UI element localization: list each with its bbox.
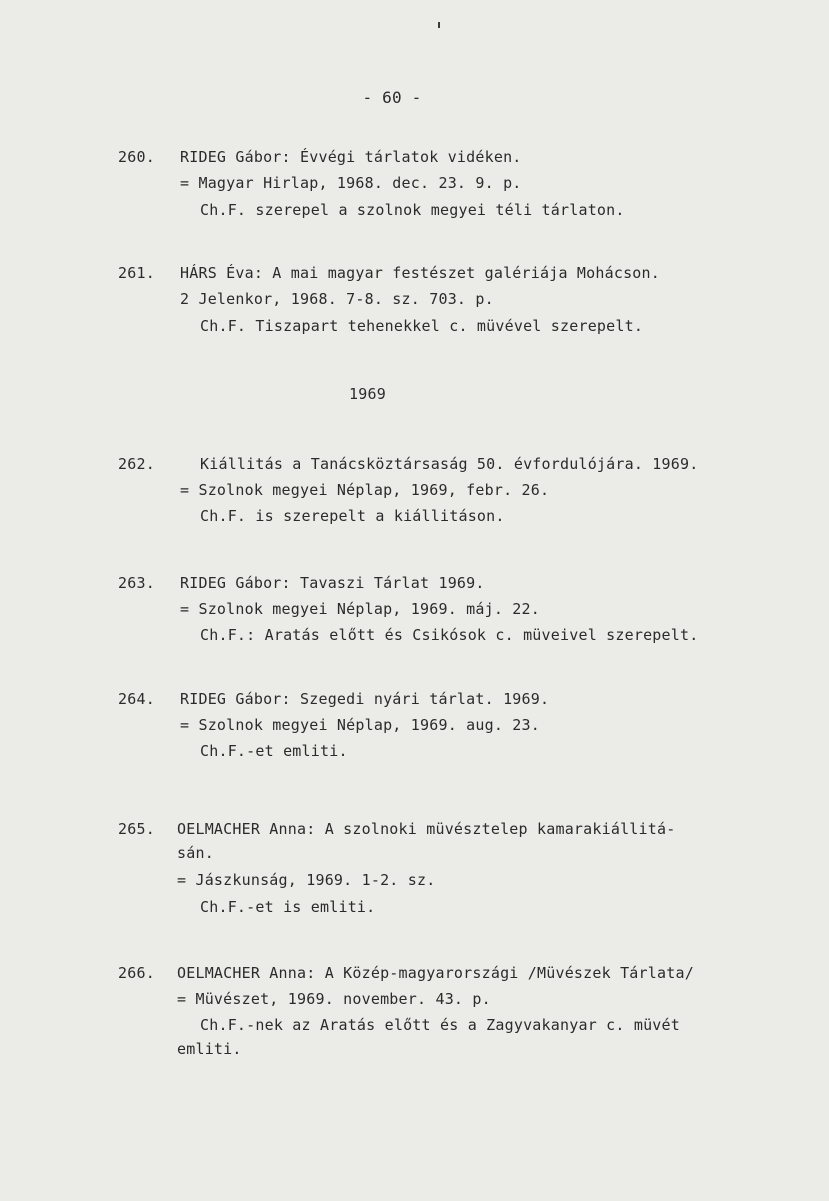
entry-line: Kiállitás a Tanácsköztársaság 50. évfordulójára. 1969. [200,455,699,473]
entry-line: = Szolnok megyei Néplap, 1969, febr. 26. [180,481,550,499]
entry-line: = Jászkunság, 1969. 1-2. sz. [177,871,436,889]
entry-line: = Magyar Hirlap, 1968. dec. 23. 9. p. [180,174,522,192]
entry-line: RIDEG Gábor: Évvégi tárlatok vidéken. [180,148,522,166]
entry-line: OELMACHER Anna: A Közép-magyarországi /Müvészek Tárlata/ [177,964,694,982]
entry-number: 262. [118,455,155,473]
entry-line: sán. [177,844,214,862]
year-heading: 1969 [349,385,386,403]
entry-number: 263. [118,574,155,592]
entry-line: RIDEG Gábor: Tavaszi Tárlat 1969. [180,574,485,592]
entry-line: Ch.F. szerepel a szolnok megyei téli tárlaton. [200,201,625,219]
entry-number: 266. [118,964,155,982]
ink-mark [438,22,440,28]
entry-number: 265. [118,820,155,838]
entry-line: HÁRS Éva: A mai magyar festészet galériája Mohácson. [180,264,660,282]
entry-line: Ch.F. Tiszapart tehenekkel c. müvével szerepelt. [200,317,644,335]
entry-line: 2 Jelenkor, 1968. 7-8. sz. 703. p. [180,290,494,308]
entry-line: RIDEG Gábor: Szegedi nyári tárlat. 1969. [180,690,550,708]
entry-number: 260. [118,148,155,166]
entry-line: emliti. [177,1040,242,1058]
entry-number: 264. [118,690,155,708]
entry-line: Ch.F.-et is emliti. [200,898,376,916]
entry-line: = Szolnok megyei Néplap, 1969. aug. 23. [180,716,540,734]
entry-line: Ch.F.-et emliti. [200,742,348,760]
entry-number: 261. [118,264,155,282]
entry-line: Ch.F. is szerepelt a kiállitáson. [200,507,505,525]
entry-line: = Müvészet, 1969. november. 43. p. [177,990,491,1008]
entry-line: Ch.F.: Aratás előtt és Csikósok c. müveivel szerepelt. [200,626,699,644]
entry-line: Ch.F.-nek az Aratás előtt és a Zagyvakanyar c. müvét [200,1016,680,1034]
page-number: - 60 - [362,88,422,107]
entry-line: OELMACHER Anna: A szolnoki müvésztelep kamarakiállitá- [177,820,676,838]
entry-line: = Szolnok megyei Néplap, 1969. máj. 22. [180,600,540,618]
